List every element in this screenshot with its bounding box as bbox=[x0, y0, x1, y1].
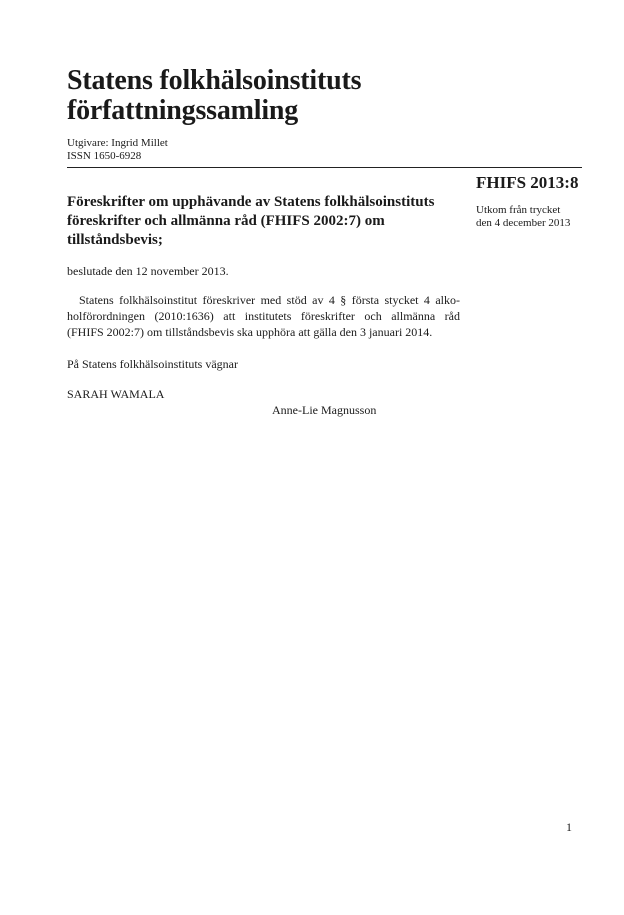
publication-title bbox=[67, 66, 361, 126]
publication-title-line-1: Statens folkhälsoinstituts bbox=[67, 65, 362, 96]
document-heading-line-2: föreskrifter och allmänna råd (FHIFS 2002:7) om bbox=[67, 213, 385, 229]
body-line-2: holförordningen (2010:1636) att institutets föreskrifter och allmänna råd bbox=[67, 309, 460, 323]
on-behalf-line: På Statens folkhälsoinstituts vägnar bbox=[67, 357, 238, 371]
issue-date-line-2: den 4 december 2013 bbox=[476, 217, 571, 229]
issue-date-info bbox=[476, 204, 570, 230]
publication-title-line-2: författningssamling bbox=[67, 95, 299, 126]
registry-number: FHIFS 2013:8 bbox=[476, 173, 579, 192]
decision-date: beslutade den 12 november 2013. bbox=[67, 264, 229, 278]
publisher-info bbox=[67, 137, 168, 163]
body-line-1: Statens folkhälsoinstitut föreskriver med stöd av 4 § första stycket 4 alko- bbox=[79, 293, 460, 307]
document-heading bbox=[67, 193, 467, 250]
signatory-primary: SARAH WAMALA bbox=[67, 387, 165, 401]
publisher-name: Utgivare: Ingrid Millet bbox=[67, 137, 168, 149]
body-paragraph bbox=[67, 292, 460, 340]
issn-number: ISSN 1650-6928 bbox=[67, 150, 142, 162]
signatory-secondary: Anne-Lie Magnusson bbox=[272, 403, 377, 417]
document-heading-line-3: tillståndsbevis; bbox=[67, 232, 163, 248]
page-number: 1 bbox=[566, 820, 572, 834]
body-line-3: (FHIFS 2002:7) om tillståndsbevis ska upphöra att gälla den 3 januari 2014. bbox=[67, 325, 433, 339]
issue-date-line-1: Utkom från trycket bbox=[476, 204, 561, 216]
header-divider bbox=[67, 167, 582, 168]
document-heading-line-1: Föreskrifter om upphävande av Statens folkhälsoinstituts bbox=[67, 194, 435, 210]
